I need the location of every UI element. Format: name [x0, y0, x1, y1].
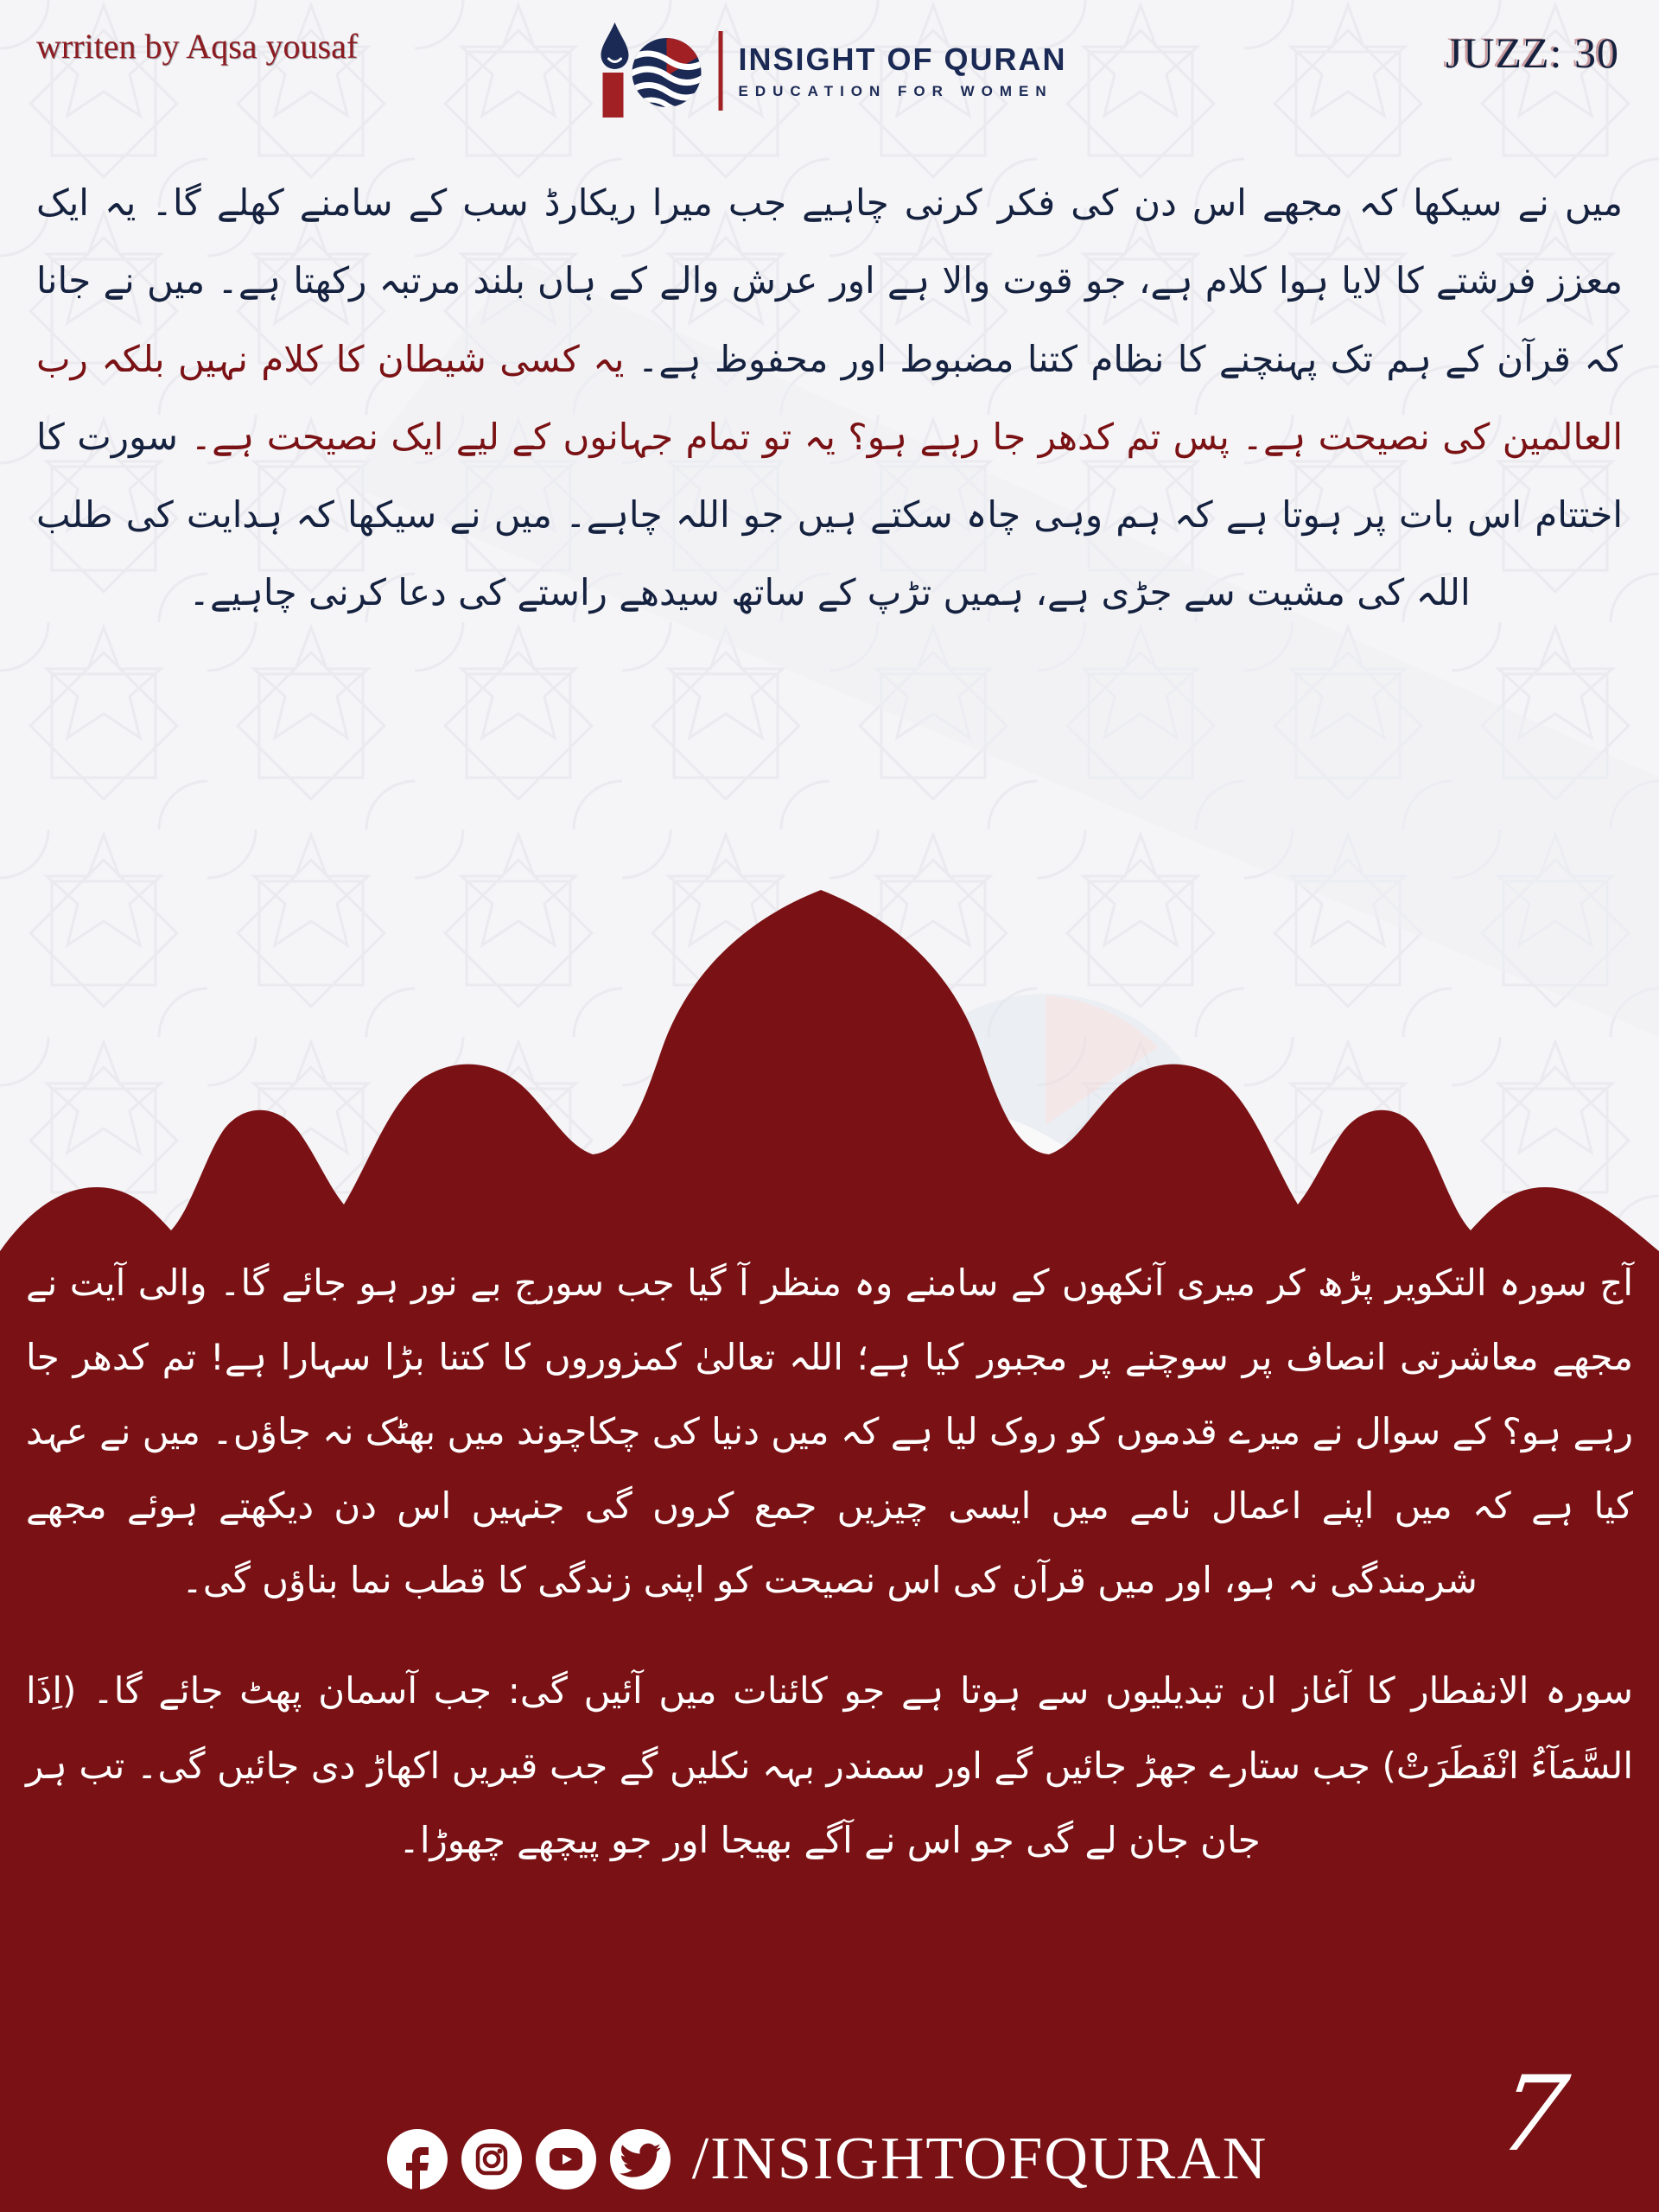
facebook-icon[interactable]	[386, 2128, 448, 2190]
logo-title: INSIGHT OF QURAN	[738, 41, 1067, 77]
youtube-icon[interactable]	[535, 2128, 597, 2190]
red-section-paragraph-1: آج سورہ التکویر پڑھ کر میری آنکھوں کے سامنے وہ منظر آ گیا جب سورج بے نور ہو جائے گا۔ والی آیت نے مجھے معاشرتی انصاف پر سوچنے پر مجبور کیا ہے؛ اللہ تعالیٰ کمزوروں کا کتنا بڑا سہارا ہے! تم کدھر جا رہے ہو؟ کے سوال نے میرے قدموں کو روک لیا ہے کہ میں دنیا کی چکاچوند میں بھٹک نہ جاؤں۔ میں نے عہد کیا ہے کہ میں اپنے اعمال نامے میں ایسی چیزیں جمع کروں گی جنہیں اس دن دیکھتے ہوئے مجھے شرمندگی نہ ہو، اور میں قرآن کی اس نصیحت کو اپنی زندگی کا قطب نما بناؤں گی۔	[26, 1262, 1633, 1602]
red-section-text	[26, 1246, 1633, 1878]
social-handle: /INSIGHTOFQURAN	[691, 2126, 1268, 2192]
footer-social-bar	[0, 2122, 1659, 2196]
twitter-icon[interactable]	[609, 2128, 671, 2190]
paragraph-navy-part-2: سورت کا اختتام اس بات پر ہوتا ہے کہ ہم وہی چاہ سکتے ہیں جو اللہ چاہے۔ میں نے سیکھا کہ ہدایت کی طلب اللہ کی مشیت سے جڑی ہے، ہمیں تڑپ کے ساتھ سیدھے راستے کی دعا کرنی چاہیے۔	[36, 415, 1623, 614]
red-section-paragraph-2: سورہ الانفطار کا آغاز ان تبدیلیوں سے ہوتا ہے جو کائنات میں آئیں گی: جب آسمان پھٹ جائے گا۔ (اِذَا السَّمَآءُ انْفَطَرَتْ) جب ستارے جھڑ جائیں گے اور سمندر بہہ نکلیں گے جب قبریں اکھاڑ دی جائیں گی۔ تب ہر جان جان لے گی جو اس نے آگے بھیجا اور جو پیچھے چھوڑا۔	[26, 1669, 1633, 1861]
page-number: 7	[1491, 2055, 1574, 2175]
author-credit: wrriten by Aqsa yousaf	[36, 27, 359, 66]
logo-subtitle: EDUCATION FOR WOMEN	[738, 83, 1053, 99]
paragraph-navy-part-1: میں نے سیکھا کہ مجھے اس دن کی فکر کرنی چاہیے جب میرا ریکارڈ سب کے سامنے کھلے گا۔ یہ ایک معزز فرشتے کا لایا ہوا کلام ہے، جو قوت والا ہے اور عرش والے کے ہاں بلند مرتبہ رکھتا ہے۔ میں نے جانا کہ قرآن کے ہم تک پہنچنے کا نظام کتنا مضبوط اور محفوظ ہے۔	[36, 181, 1623, 380]
juzz-label: JUZZ: 30	[1445, 29, 1619, 77]
instagram-icon[interactable]	[461, 2128, 523, 2190]
paragraph-red-part: یہ کسی شیطان کا کلام نہیں بلکہ رب العالمین کی نصیحت ہے۔ پس تم کدھر جا رہے ہو؟ یہ تو تمام جہانوں کے لیے ایک نصیحت ہے۔	[36, 337, 1623, 458]
